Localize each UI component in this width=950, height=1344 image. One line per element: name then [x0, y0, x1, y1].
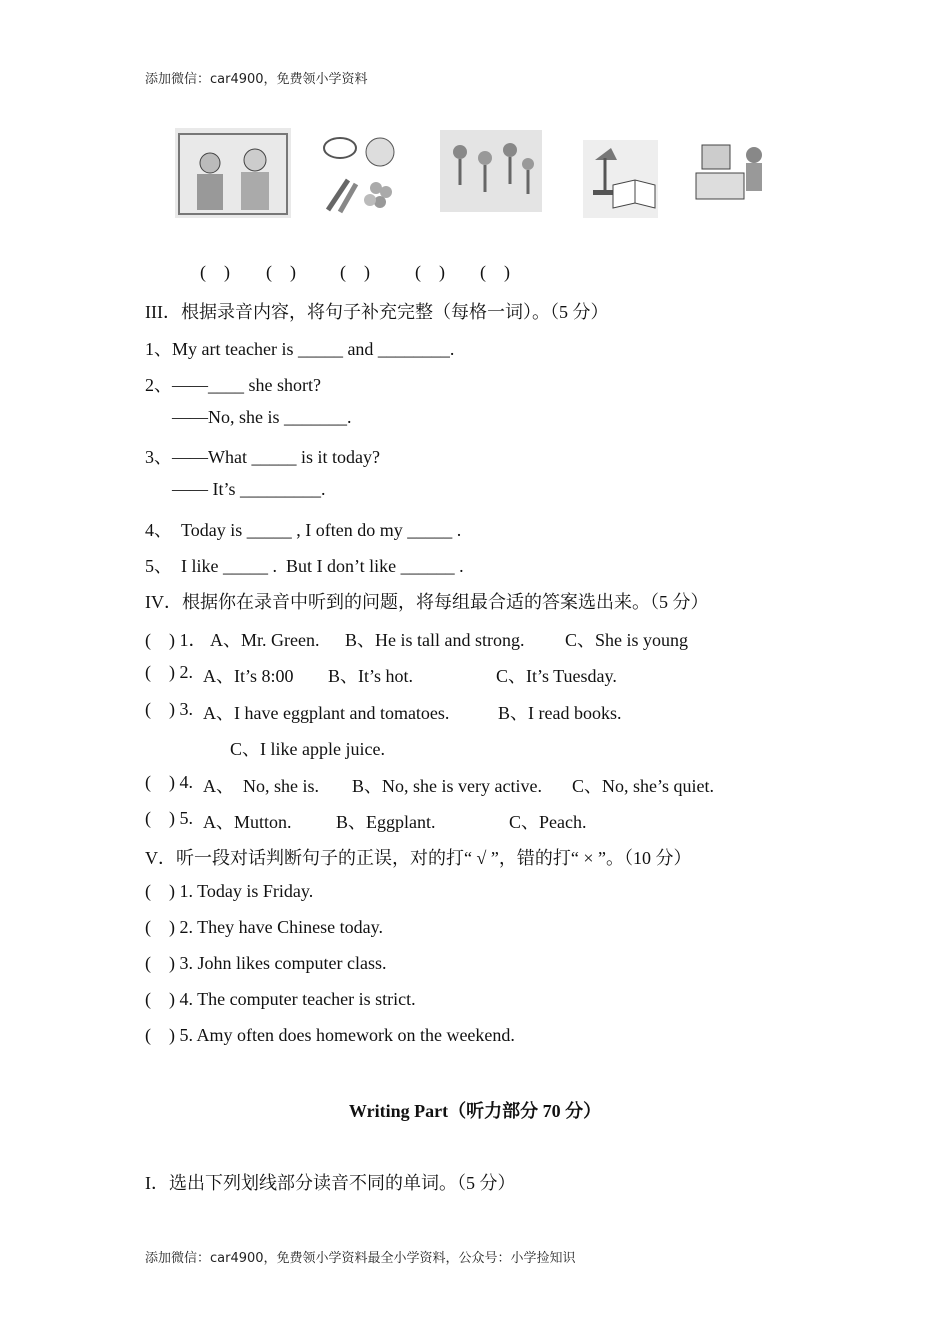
writing-section-1-title: I．选出下列划线部分读音不同的单词。（5 分）	[145, 1173, 516, 1193]
answer-slot[interactable]: ( )	[200, 262, 230, 282]
judge-item-4: ( ) 4. The computer teacher is strict.	[145, 989, 416, 1009]
answer-slot[interactable]: ( )	[415, 262, 445, 282]
lamp-book-picture	[583, 140, 658, 218]
judge-item-3: ( ) 3. John likes computer class.	[145, 953, 387, 973]
kids-playing-picture	[440, 130, 542, 212]
option-a: A、I have eggplant and tomatoes.	[203, 703, 450, 723]
option-b: B、He is tall and strong.	[345, 630, 525, 650]
judge-item-2: ( ) 2. They have Chinese today.	[145, 917, 383, 937]
option-b: B、It’s hot.	[328, 666, 414, 686]
fill-question-3: 3、——What _____ is it today?	[145, 447, 380, 467]
section-4-title: IV．根据你在录音中听到的问题，将每组最合适的答案选出来。（5 分）	[145, 592, 709, 612]
fill-question-2-answer: ——No, she is _______.	[172, 407, 352, 427]
header-watermark: 添加微信：car4900，免费领小学资料	[145, 72, 368, 87]
footer-watermark: 添加微信：car4900，免费领小学资料最全小学资料，公众号：小学捡知识	[145, 1251, 576, 1266]
option-c: C、It’s Tuesday.	[496, 666, 617, 686]
option-b: B、Eggplant.	[336, 812, 436, 832]
option-a: A、Mutton.	[203, 812, 292, 832]
judge-item-5: ( ) 5. Amy often does homework on the weekend.	[145, 1025, 515, 1045]
answer-slot[interactable]: ( )	[266, 262, 296, 282]
question-number: ( ) 4.	[145, 772, 193, 792]
option-b: B、I read books.	[498, 703, 622, 723]
answer-slot[interactable]: ( )	[340, 262, 370, 282]
option-a: A、 No, she is.	[203, 776, 319, 796]
option-a: A、Mr. Green.	[210, 630, 320, 650]
option-b: B、No, she is very active.	[352, 776, 542, 796]
section-5-title: V．听一段对话判断句子的正误，对的打“ √ ”，错的打“ × ”。（10 分）	[145, 848, 692, 868]
fill-question-3-answer: —— It’s _________.	[172, 479, 326, 499]
question-number: ( ) 5.	[145, 808, 193, 828]
question-number: ( ) 3.	[145, 699, 193, 719]
writing-part-title: Writing Part（听力部分 70 分）	[348, 1101, 602, 1121]
question-number: ( ) 1．	[145, 630, 207, 650]
option-c: C、Peach.	[509, 812, 587, 832]
judge-item-1: ( ) 1. Today is Friday.	[145, 881, 314, 901]
option-c: C、She is young	[565, 630, 689, 650]
fill-question-2: 2、——____ she short?	[145, 375, 321, 395]
section-3-title: III．根据录音内容，将句子补充完整（每格一词）。（5 分）	[145, 302, 609, 322]
fill-question-1: 1、My art teacher is _____ and ________.	[145, 339, 455, 359]
option-a: A、It’s 8:00	[203, 666, 294, 686]
fill-question-4: 4、 Today is _____ , I often do my _____ .	[145, 520, 462, 540]
computer-picture	[692, 133, 774, 209]
food-vegetables-picture	[318, 130, 402, 218]
question-number: ( ) 2.	[145, 662, 193, 682]
option-c: C、I like apple juice.	[230, 739, 385, 759]
answer-slot[interactable]: ( )	[480, 262, 510, 282]
classroom-teachers-picture	[175, 128, 291, 218]
fill-question-5: 5、 I like _____ . But I don’t like ______ .	[145, 556, 464, 576]
option-c: C、No, she’s quiet.	[572, 776, 714, 796]
